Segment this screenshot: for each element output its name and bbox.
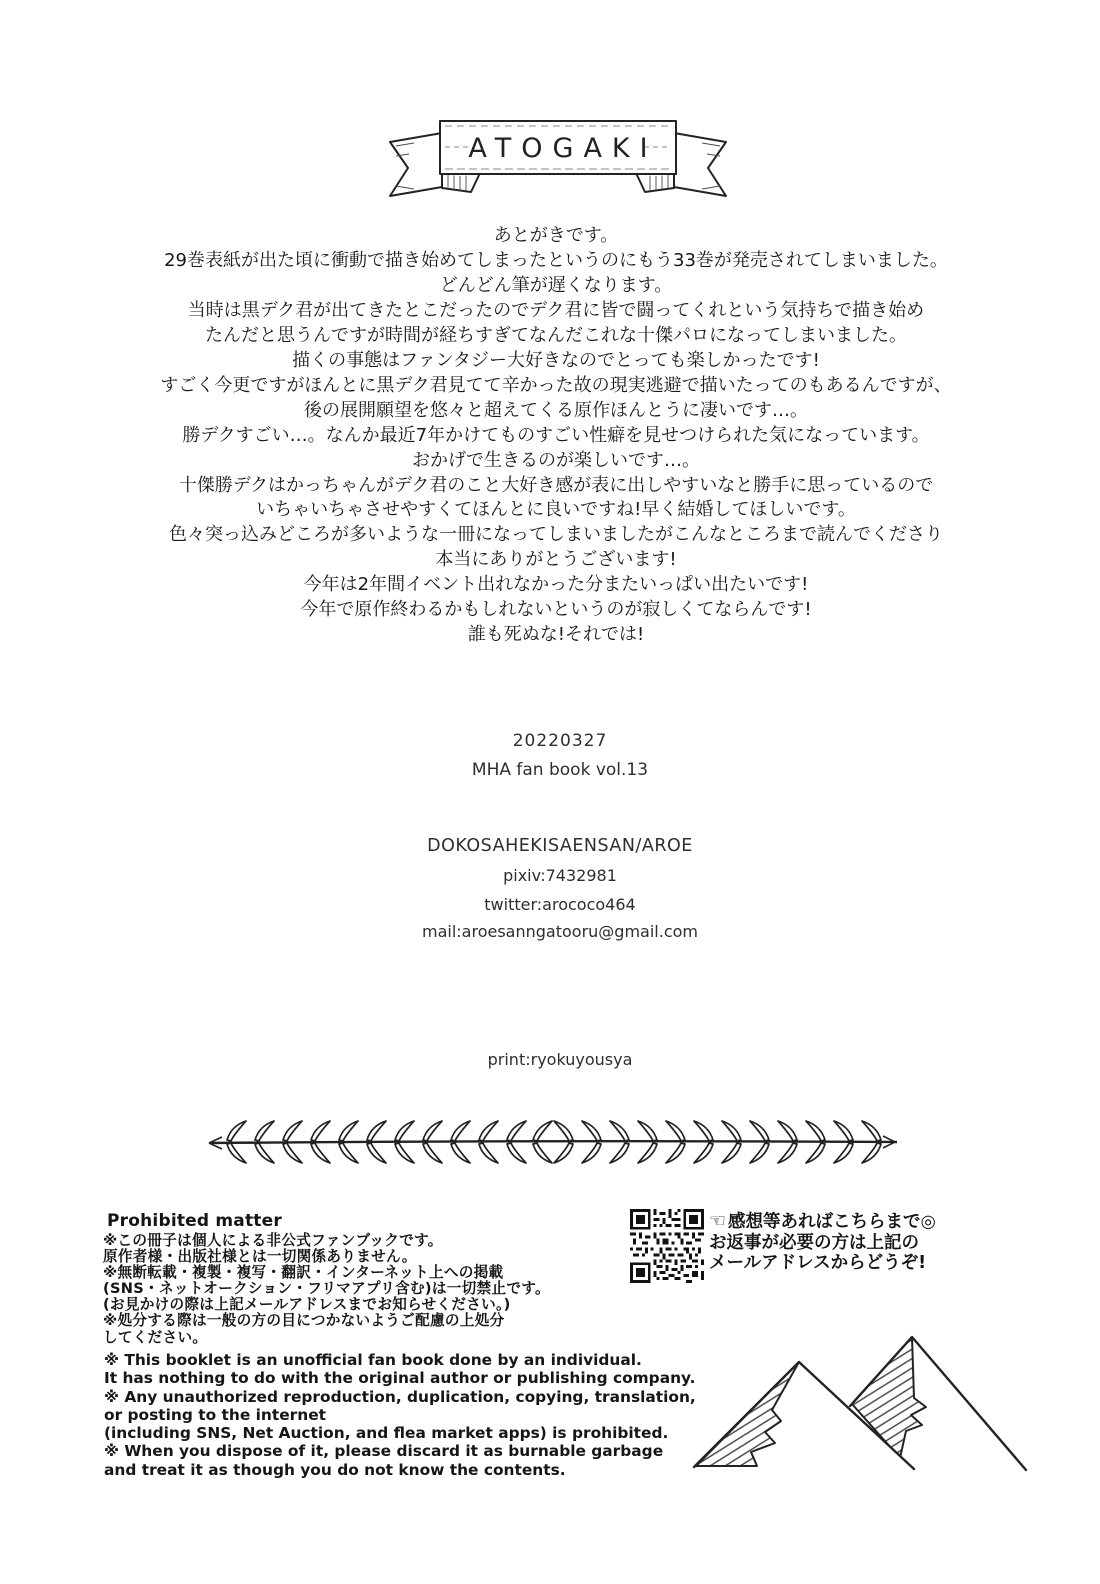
prohibited-jp-line: (お見かけの際は上記メールアドレスまでお知らせください。) <box>103 1296 511 1314</box>
afterword-line: どんどん筆が遅くなります。 <box>439 274 673 296</box>
prohibited-jp-line: ※この冊子は個人による非公式ファンブックです。 <box>103 1232 443 1249</box>
prohibited-en-line: ※ When you dispose of it, please discard it as burnable garbage <box>104 1442 664 1461</box>
feedback-note <box>709 1211 936 1274</box>
prohibited-jp-line: 原作者様・出版社様とは一切関係ありません。 <box>103 1248 417 1266</box>
afterword-line: 今年は2年間イベント出れなかった分またいっぱい出たいです! <box>303 574 809 596</box>
twitter-id: twitter:arococo464 <box>484 895 636 914</box>
mail-address: mail:aroesanngatooru@gmail.com <box>422 922 698 941</box>
feedback-note-line <box>709 1211 936 1233</box>
print-credit: print:ryokuyousya <box>487 1050 633 1069</box>
afterword-line: 誰も死ぬな!それでは! <box>467 624 645 646</box>
afterword-line: あとがきです。 <box>493 225 619 246</box>
afterword-line: 29巻表紙が出た頃に衝動で描き始めてしまったというのにもう33巻が発売されてしまいました。 <box>164 249 948 271</box>
afterword-line: おかげで生きるのが楽しいです…。 <box>412 449 700 471</box>
prohibited-en-line: (including SNS, Net Auction, and flea market apps) is prohibited. <box>104 1424 669 1443</box>
prohibited-jp-line: ※処分する際は一般の方の目につかないようご配慮の上処分 <box>103 1312 505 1330</box>
leaf-divider <box>203 1114 905 1170</box>
prohibited-jp-line: してください。 <box>103 1328 208 1346</box>
feedback-note-text: 感想等あればこちらまで◎ <box>728 1212 936 1232</box>
pixiv-id: pixiv:7432981 <box>503 866 617 885</box>
prohibited-jp-line: ※無断転載・複製・複写・翻訳・インターネット上への掲載 <box>103 1264 504 1282</box>
mountains-drawing <box>662 1312 1034 1480</box>
feedback-note-line: メールアドレスからどうぞ! <box>709 1253 927 1274</box>
afterword-line: 十傑勝デクはかっちゃんがデク君のこと大好き感が表に出しやすいなと勝手に思っているので <box>178 474 934 496</box>
afterword-line: 今年で原作終わるかもしれないというのが寂しくてならんです! <box>300 599 812 621</box>
afterword-line: すごく今更ですがほんとに黒デク君見てて辛かった故の現実逃避で描いたってのもあるんですが、 <box>160 374 952 396</box>
prohibited-en-line: It has nothing to do with the original author or publishing company. <box>104 1369 696 1388</box>
prohibited-japanese-text <box>103 1233 550 1346</box>
afterword-line: 勝デクすごい…。なんか最近7年かけてものすごい性癖を見せつけられた気になっています。 <box>182 424 930 446</box>
afterword-line: たんだと思うんですが時間が経ちすぎてなんだこれな十傑パロになってしまいました。 <box>205 324 907 346</box>
prohibited-english-text <box>104 1351 696 1479</box>
prohibited-en-line: or posting to the internet <box>104 1405 327 1424</box>
afterword-line: 当時は黒デク君が出てきたとこだったのでデク君に皆で闘ってくれという気持ちで描き始め <box>187 299 925 321</box>
afterword-text <box>6 224 1100 648</box>
afterword-line: 描くの事態はファンタジー大好きなのでとっても楽しかったです! <box>292 349 820 371</box>
qr-code <box>630 1208 704 1284</box>
afterword-line: 色々突っ込みどころが多いような一冊になってしまいましたがこんなところまで読んでくださり <box>169 524 943 546</box>
prohibited-en-line: and treat it as though you do not know the contents. <box>104 1460 566 1479</box>
prohibited-jp-line: (SNS・ネットオークション・フリマアプリ含む)は一切禁止です。 <box>103 1280 550 1298</box>
afterword-line: いちゃいちゃさせやすくてほんとに良いですね!早く結婚してほしいです。 <box>256 499 856 521</box>
prohibited-en-line: ※ Any unauthorized reproduction, duplication, copying, translation, <box>104 1387 696 1406</box>
colophon-date: 20220327 <box>512 731 608 751</box>
colophon-volume: MHA fan book vol.13 <box>471 760 649 780</box>
circle-name: DOKOSAHEKISAENSAN/AROE <box>427 836 693 856</box>
pointing-hand-icon: ☜ <box>709 1210 727 1232</box>
prohibited-en-line: ※ This booklet is an unofficial fan book done by an individual. <box>104 1351 642 1369</box>
prohibited-heading: Prohibited matter <box>107 1211 282 1231</box>
afterword-line: 本当にありがとうございます! <box>435 549 677 571</box>
feedback-note-line: お返事が必要の方は上記の <box>709 1232 919 1253</box>
afterword-line: 後の展開願望を悠々と超えてくる原作ほんとうに凄いです…。 <box>304 399 808 421</box>
banner-title: ATOGAKI <box>468 133 658 164</box>
